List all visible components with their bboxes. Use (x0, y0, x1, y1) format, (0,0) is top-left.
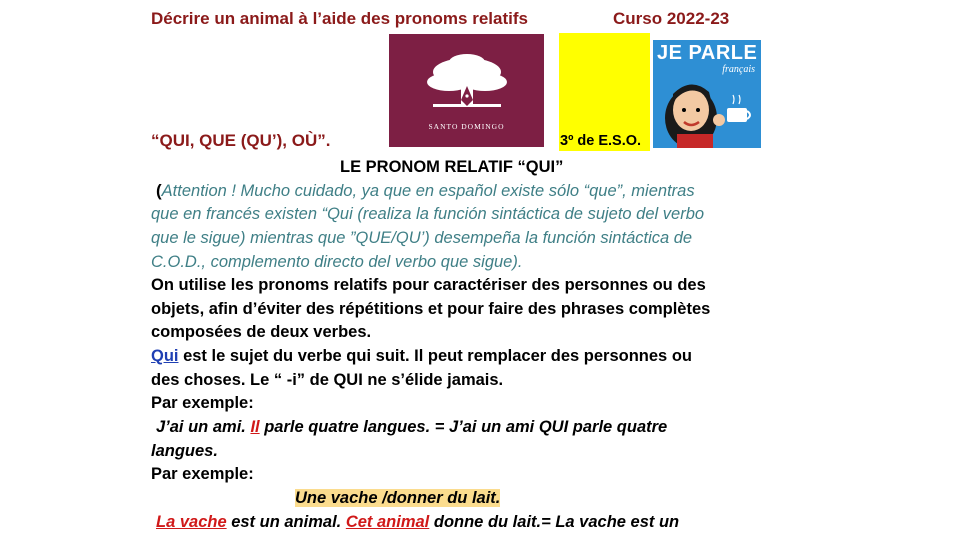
pronoun-list-title: “QUI, QUE (QU’), OÙ”. (151, 131, 331, 150)
course-year: Curso 2022-23 (613, 9, 730, 28)
example-1-il: Il (250, 418, 260, 436)
attention-line-4: C.O.D., complemento directo del verbo que sigue). (151, 253, 523, 271)
qui-definition-line-1 (151, 347, 692, 366)
qui-definition-text: est le sujet du verbe qui suit. Il peut remplacer des personnes ou (178, 347, 692, 365)
open-paren: ( (156, 181, 162, 200)
intro-line-2: objets, afin d’éviter des répétitions et pour faire des phrases complètes (151, 300, 711, 318)
qui-link[interactable]: Qui (151, 347, 179, 365)
example-2-mid: est un animal. (226, 513, 346, 531)
example-1-post: parle quatre langues. = J’ai un ami QUI parle quatre (259, 418, 668, 436)
level-box (559, 33, 650, 151)
example-2-part2: Cet animal (345, 513, 430, 531)
example-1-line-1 (156, 418, 667, 437)
level-label: 3º de E.S.O. (560, 133, 642, 149)
girl-with-coffee-icon (653, 40, 761, 148)
tree-icon (389, 34, 544, 122)
example-label-2: Par exemple: (151, 465, 254, 483)
attention-line-1 (156, 181, 695, 201)
qui-definition-line-2: des choses. Le “ -i” de QUI ne s’élide jamais. (151, 371, 504, 389)
attention-text-1: Attention ! Mucho cuidado, ya que en español existe sólo “que”, mientras (161, 182, 695, 200)
je-parle-badge (653, 40, 761, 148)
section-title: LE PRONOM RELATIF “QUI” (340, 158, 564, 176)
logo-caption: SANTO DOMINGO (428, 122, 505, 131)
example-2-end: donne du lait.= La vache est un (429, 513, 680, 531)
example-2-highlight: Une vache /donner du lait. (295, 489, 501, 507)
example-2-sentence (156, 513, 679, 532)
attention-line-2: que en francés existen “Qui (realiza la función sintáctica de sujeto del verbo (151, 205, 705, 223)
example-2-part1: La vache (156, 513, 227, 531)
example-label-1: Par exemple: (151, 394, 254, 412)
intro-line-1: On utilise les pronoms relatifs pour caractériser des personnes ou des (151, 276, 706, 294)
intro-line-3: composées de deux verbes. (151, 323, 372, 341)
attention-line-3: que le sigue) mientras que ”QUE/QU’) desempeña la función sintáctica de (151, 229, 693, 247)
example-1-pre: J’ai un ami. (156, 418, 251, 436)
santo-domingo-logo (389, 34, 544, 147)
document-title: Décrire un animal à l’aide des pronoms relatifs (151, 9, 528, 28)
example-1-line-2: langues. (151, 442, 218, 460)
badge-subtitle: français (722, 64, 755, 75)
example-2-prompt (295, 489, 500, 508)
badge-title: JE PARLE (657, 42, 758, 64)
